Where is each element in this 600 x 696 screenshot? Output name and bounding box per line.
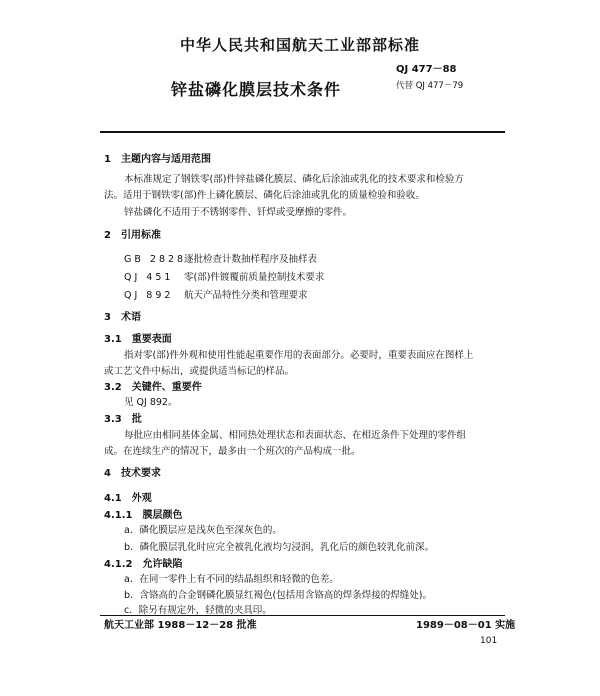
term-3-3-line1: 每批应由相同基体金属、相同热处理状态和表面状态、在相近条件下处理的零件组 <box>124 430 467 441</box>
reference-code: QJ 892 <box>124 290 174 301</box>
term-3-1-line1: 指对零(部)件外观和使用性能起重要作用的表面部分。必要时，重要表面应在图样上 <box>124 350 474 361</box>
reference-item <box>124 251 317 265</box>
term-3-3-heading: 3.3 批 <box>104 414 142 425</box>
effective-date: 1989－08－01 实施 <box>416 620 516 631</box>
section-4-heading: 4 技术要求 <box>104 468 161 479</box>
replaces-note: 代替 QJ 477－79 <box>396 81 464 91</box>
clause-4-1-2-item-c: c．除另有规定外，轻微的夹具印。 <box>124 605 272 616</box>
term-3-1-line2: 或工艺文件中标出，或提供适当标记的样品。 <box>104 366 295 377</box>
section-1-para2: 锌盐磷化不适用于不锈钢零件、钎焊或受摩擦的零件。 <box>124 207 353 218</box>
clause-4-1-1-heading: 4.1.1 膜层颜色 <box>104 510 183 521</box>
clause-4-1-2-heading: 4.1.2 允许缺陷 <box>104 559 183 570</box>
section-1-para-line2: 法。适用于钢铁零(部)件上磷化膜层、磷化后涂油或乳化的质量检验和验收。 <box>104 190 425 201</box>
document-title: 锌盐磷化膜层技术条件 <box>171 80 342 99</box>
clause-4-1-2-item-b: b．含铬高的合金钢磷化膜显红褐色(包括用含铬高的焊条焊接的焊缝处)。 <box>124 590 432 601</box>
standard-category: 中华人民共和国航天工业部部标准 <box>179 36 420 54</box>
section-1-para-line1: 本标准规定了钢铁零(部)件锌盐磷化膜层、磷化后涂油或乳化的技术要求和检验方 <box>124 174 464 185</box>
reference-title: 零(部)件镀覆前质量控制技术要求 <box>184 272 325 283</box>
reference-item <box>124 287 308 301</box>
reference-item <box>124 269 324 283</box>
section-2-heading: 2 引用标准 <box>104 230 161 241</box>
term-3-3-line2: 成。在连续生产的情况下，最多由一个班次的产品构成一批。 <box>104 446 361 457</box>
header-rule <box>100 131 505 133</box>
term-3-1-heading: 3.1 重要表面 <box>104 334 172 345</box>
clause-4-1-heading: 4.1 外观 <box>104 493 152 504</box>
reference-code: GB 2828 <box>124 254 187 265</box>
reference-code: QJ 451 <box>124 272 174 283</box>
standard-number: QJ 477－88 <box>396 64 457 75</box>
clause-4-1-1-item-a: a．磷化膜层应是浅灰色至深灰色的。 <box>124 525 282 536</box>
section-1-heading: 1 主题内容与适用范围 <box>104 154 211 165</box>
term-3-2-text: 见 QJ 892。 <box>124 397 178 408</box>
approval-date: 航天工业部 1988－12－28 批准 <box>104 620 257 631</box>
section-3-heading: 3 术语 <box>104 312 141 323</box>
reference-title: 航天产品特性分类和管理要求 <box>184 290 308 301</box>
clause-4-1-1-item-b: b．磷化膜层乳化时应完全被乳化液均匀浸润，乳化后的颜色较乳化前深。 <box>124 542 435 553</box>
reference-title: 逐批检查计数抽样程序及抽样表 <box>184 254 318 265</box>
page-number: 101 <box>480 636 498 646</box>
clause-4-1-2-item-a: a．在同一零件上有不同的结晶组织和轻微的色差。 <box>124 574 339 585</box>
term-3-2-heading: 3.2 关键件、重要件 <box>104 382 202 393</box>
